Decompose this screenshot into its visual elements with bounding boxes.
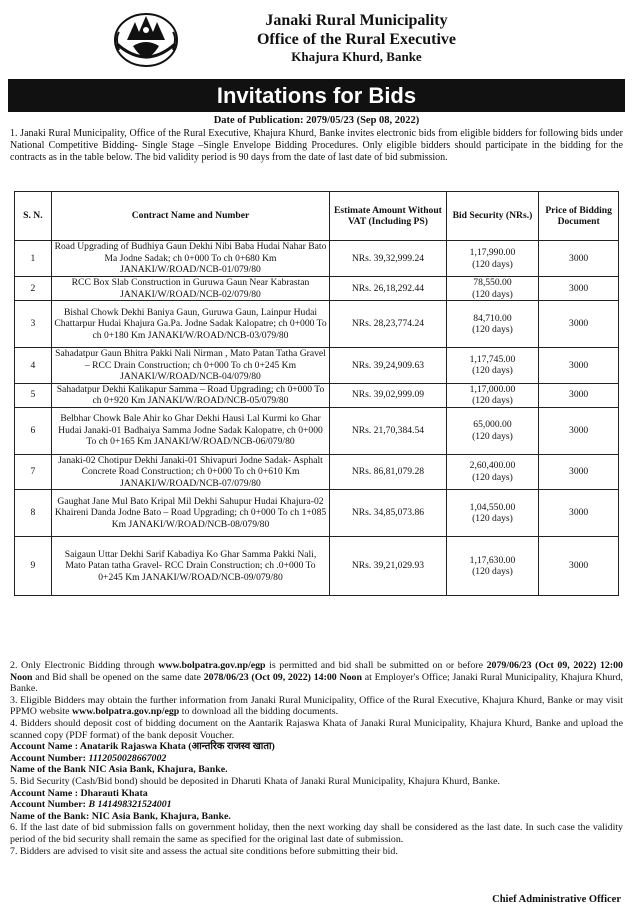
bid-security-amount: 65,000.00 bbox=[473, 419, 512, 430]
bid-security-amount: 78,550.00 bbox=[473, 277, 512, 288]
office-address: Khajura Khurd, Banke bbox=[291, 49, 422, 64]
note-2-text-c: and Bid shall be opened on the same date bbox=[32, 671, 204, 683]
header bbox=[0, 0, 633, 72]
row-bid-security bbox=[446, 490, 539, 537]
intro-paragraph: 1. Janaki Rural Municipality, Office of the Rural Executive, Khajura Khurd, Banke invites electronic bids from eligible bidders for following bids under National Competitive Bidding- Single Stage –Single Envelope Bidding Procedures. Only eligible bidders should participate in the bidding for the contracts as in the table below. The bid validity period is 90 days from the date of last date of bid submission. bbox=[10, 128, 623, 163]
signoff: Chief Administrative Officer bbox=[492, 894, 621, 905]
account2-number-value: B 141498321524001 bbox=[88, 799, 172, 811]
bid-security-amount: 1,17,630.00 bbox=[469, 554, 516, 566]
row-sn: 5 bbox=[15, 383, 52, 407]
bid-security-amount: 2,60,400.00 bbox=[469, 460, 516, 472]
note-2-text-a: 2. Only Electronic Bidding through bbox=[10, 660, 159, 671]
header-document-price: Price of Bidding Document bbox=[539, 192, 619, 241]
row-sn: 2 bbox=[15, 277, 52, 301]
note-3 bbox=[10, 695, 623, 718]
table-header-row bbox=[15, 192, 619, 241]
table-row bbox=[15, 537, 619, 596]
ppmo-link[interactable]: www.bolpatra.gov.np/egp bbox=[72, 706, 180, 718]
note-3-text-b: to download all the bidding documents. bbox=[179, 706, 339, 718]
row-estimate: NRs. 28,23,774.24 bbox=[330, 301, 446, 348]
table-row bbox=[15, 383, 619, 407]
bid-security-validity: (120 days) bbox=[472, 288, 513, 300]
row-document-price: 3000 bbox=[539, 454, 619, 490]
table-row bbox=[15, 490, 619, 537]
row-bid-security bbox=[446, 454, 539, 490]
header-sn: S. N. bbox=[15, 192, 52, 241]
row-bid-security bbox=[446, 383, 539, 407]
row-bid-security bbox=[446, 241, 539, 277]
row-sn: 9 bbox=[15, 537, 52, 596]
bid-security-amount: 1,17,745.00 bbox=[469, 353, 516, 365]
header-estimate: Estimate Amount Without VAT (Including PS) bbox=[330, 192, 446, 241]
row-bid-security bbox=[446, 407, 539, 454]
account2-number bbox=[10, 799, 623, 811]
bid-security-amount: 84,710.00 bbox=[473, 312, 512, 324]
note-7: 7. Bidders are advised to visit site and assess the actual site conditions before submitting their bid. bbox=[10, 845, 398, 857]
row-contract-name: Saigaun Uttar Dekhi Sarif Kabadiya Ko Ghar Samma Pakki Nali, Mato Patan tatha Gravel- RCC Drain Construction; ch .0+000 To 0+245 Km JANAKI/W/ROAD/NCB-09/079/80 bbox=[51, 537, 329, 596]
opening-date: 2078/06/23 (Oct 09, 2022) 14:00 Noon bbox=[203, 671, 362, 683]
bid-security-validity: (120 days) bbox=[472, 395, 513, 406]
bid-security-validity: (120 days) bbox=[472, 365, 513, 377]
bid-security-validity: (120 days) bbox=[472, 471, 513, 483]
account1-number bbox=[10, 753, 623, 765]
account1-number-value: 1112050028667002 bbox=[88, 752, 167, 764]
office-name: Office of the Rural Executive bbox=[256, 31, 457, 48]
note-2-text-d: at Employer's Office; Janaki Rural Municipality, Khajura Khurd, Banke. bbox=[10, 671, 623, 695]
row-contract-name: Road Upgrading of Budhiya Gaun Dekhi Nibi Baba Hudai Nahar Bato Ma Jodne Sadak; ch 0+000 To ch 0+680 Km JANAKI/W/ROAD/NCB-01/079/80 bbox=[51, 241, 329, 277]
row-document-price: 3000 bbox=[539, 348, 619, 384]
row-sn: 3 bbox=[15, 301, 52, 348]
row-contract-name: Bishal Chowk Dekhi Baniya Gaun, Guruwa Gaun, Lainpur Hudai Chattarpur Hudai Khajura Ga.Pa. Jodne Sadak Kalopatre; ch 0+000 To ch 0+180 Km JANAKI/W/ROAD/NCB-03/079/80 bbox=[51, 301, 329, 348]
bid-security-validity: (120 days) bbox=[472, 430, 513, 442]
note-2-text-b: is permitted and bid shall be submitted on or before bbox=[265, 660, 487, 671]
table-row bbox=[15, 277, 619, 301]
bids-table bbox=[14, 191, 619, 596]
note-2 bbox=[10, 660, 623, 695]
row-bid-security bbox=[446, 301, 539, 348]
bid-security-validity: (120 days) bbox=[472, 258, 513, 270]
row-bid-security bbox=[446, 537, 539, 596]
egp-link[interactable]: www.bolpatra.gov.np/egp bbox=[158, 660, 266, 671]
bid-security-amount: 1,17,000.00 bbox=[469, 383, 516, 395]
account2-bank: Name of the Bank: NIC Asia Bank, Khajura, Banke. bbox=[10, 810, 231, 822]
note-3-text-a: 3. Eligible Bidders may obtain the further information from Janaki Rural Municipality, Office of the Rural Executive, Khajura Khurd, Banke or may visit PPMO website bbox=[10, 694, 623, 718]
row-sn: 1 bbox=[15, 241, 52, 277]
row-sn: 7 bbox=[15, 454, 52, 490]
account1-number-label: Account Number: bbox=[10, 752, 89, 764]
row-estimate: NRs. 39,32,999.24 bbox=[330, 241, 446, 277]
note-6: 6. If the last date of bid submission falls on government holiday, then the next working day shall be considered as the last date. In such case the validity period of the bid security shall remain the same as specified for the original last date of submission. bbox=[10, 822, 623, 845]
row-document-price: 3000 bbox=[539, 537, 619, 596]
row-document-price: 3000 bbox=[539, 241, 619, 277]
row-contract-name: Sahadatpur Dekhi Kalikapur Samma – Road Upgrading; ch 0+000 To ch 0+920 Km JANAKI/W/ROAD/NCB-05/079/80 bbox=[51, 383, 329, 407]
table-row bbox=[15, 407, 619, 454]
table-row bbox=[15, 348, 619, 384]
row-estimate: NRs. 21,70,384.54 bbox=[330, 407, 446, 454]
row-contract-name: Gaughat Jane Mul Bato Kripal Mil Dekhi Sahupur Hudai Khajura-02 Khaireni Danda Jodne Bato – Road Upgrading; ch 0+000 To ch 1+085 Km JANAKI/W/ROAD/NCB-08/079/80 bbox=[51, 490, 329, 537]
row-sn: 8 bbox=[15, 490, 52, 537]
bid-security-validity: (120 days) bbox=[472, 513, 513, 524]
table-row bbox=[15, 301, 619, 348]
bid-security-validity: (120 days) bbox=[472, 566, 513, 577]
account1-name: Account Name : Anatarik Rajaswa Khata (आन्तरिक राजस्व खाता) bbox=[10, 741, 275, 753]
row-contract-name: Belbhar Chowk Bale Ahir ko Ghar Dekhi Hausi Lal Kurmi ko Ghar Hudai Janaki-01 Badhaiya Samma Jodne Sadak Kalopatre, ch 0+000 To ch 0+165 Km JANAKI/W/ROAD/NCB-06/079/80 bbox=[51, 407, 329, 454]
row-estimate: NRs. 39,21,029.93 bbox=[330, 537, 446, 596]
notice-title: Invitations for Bids bbox=[8, 79, 625, 112]
bid-security-validity: (120 days) bbox=[472, 324, 513, 335]
row-contract-name: Janaki-02 Chotipur Dekhi Janaki-01 Shivapuri Jodne Sadak- Asphalt Concrete Road Construction; ch 0+000 To ch 0+610 Km JANAKI/W/ROAD/NCB-07/079/80 bbox=[51, 454, 329, 490]
row-document-price: 3000 bbox=[539, 490, 619, 537]
bid-security-amount: 1,17,990.00 bbox=[469, 247, 516, 258]
note-4: 4. Bidders should deposit cost of bidding document on the Aantarik Rajaswa Khata of Janaki Rural Municipality, Khajura Khurd, Banke and upload the scanned copy (PDF format) of the bank deposit Voucher. bbox=[10, 717, 623, 741]
account2-name: Account Name : Dharauti Khata bbox=[10, 787, 148, 799]
row-estimate: NRs. 34,85,073.86 bbox=[330, 490, 446, 537]
row-estimate: NRs. 39,24,909.63 bbox=[330, 348, 446, 384]
row-contract-name: Sahadatpur Gaun Bhitra Pakki Nali Nirman , Mato Patan Tatha Gravel – RCC Drain Construction; ch 0+000 To ch 0+245 Km JANAKI/W/ROAD/NCB-04/079/80 bbox=[51, 348, 329, 384]
row-bid-security bbox=[446, 348, 539, 384]
account2-number-label: Account Number: bbox=[10, 799, 89, 811]
row-sn: 6 bbox=[15, 407, 52, 454]
notes-section bbox=[10, 660, 623, 857]
table-row bbox=[15, 241, 619, 277]
submission-deadline: 2079/06/23 (Oct 09, 2022) 12:00 Noon bbox=[10, 660, 623, 683]
bid-security-amount: 1,04,550.00 bbox=[469, 501, 516, 513]
publication-date: Date of Publication: 2079/05/23 (Sep 08, 2022) bbox=[213, 115, 420, 126]
account1-bank: Name of the Bank NIC Asia Bank, Khajura, Banke. bbox=[10, 764, 228, 776]
note-5: 5. Bid Security (Cash/Bid bond) should be deposited in Dharuti Khata of Janaki Rural Municipality, Khajura Khurd, Banke. bbox=[10, 775, 501, 787]
header-bid-security: Bid Security (NRs.) bbox=[446, 192, 539, 241]
row-estimate: NRs. 26,18,292.44 bbox=[330, 277, 446, 301]
municipality-name: Janaki Rural Municipality bbox=[265, 12, 448, 29]
row-contract-name: RCC Box Slab Construction in Guruwa Gaun Near Kabrastan JANAKI/W/ROAD/NCB-02/079/80 bbox=[51, 277, 329, 301]
header-contract-name: Contract Name and Number bbox=[51, 192, 329, 241]
row-estimate: NRs. 39,02,999.09 bbox=[330, 383, 446, 407]
row-document-price: 3000 bbox=[539, 383, 619, 407]
row-document-price: 3000 bbox=[539, 407, 619, 454]
table-row bbox=[15, 454, 619, 490]
row-sn: 4 bbox=[15, 348, 52, 384]
row-document-price: 3000 bbox=[539, 277, 619, 301]
row-estimate: NRs. 86,81,079.28 bbox=[330, 454, 446, 490]
row-document-price: 3000 bbox=[539, 301, 619, 348]
row-bid-security bbox=[446, 277, 539, 301]
